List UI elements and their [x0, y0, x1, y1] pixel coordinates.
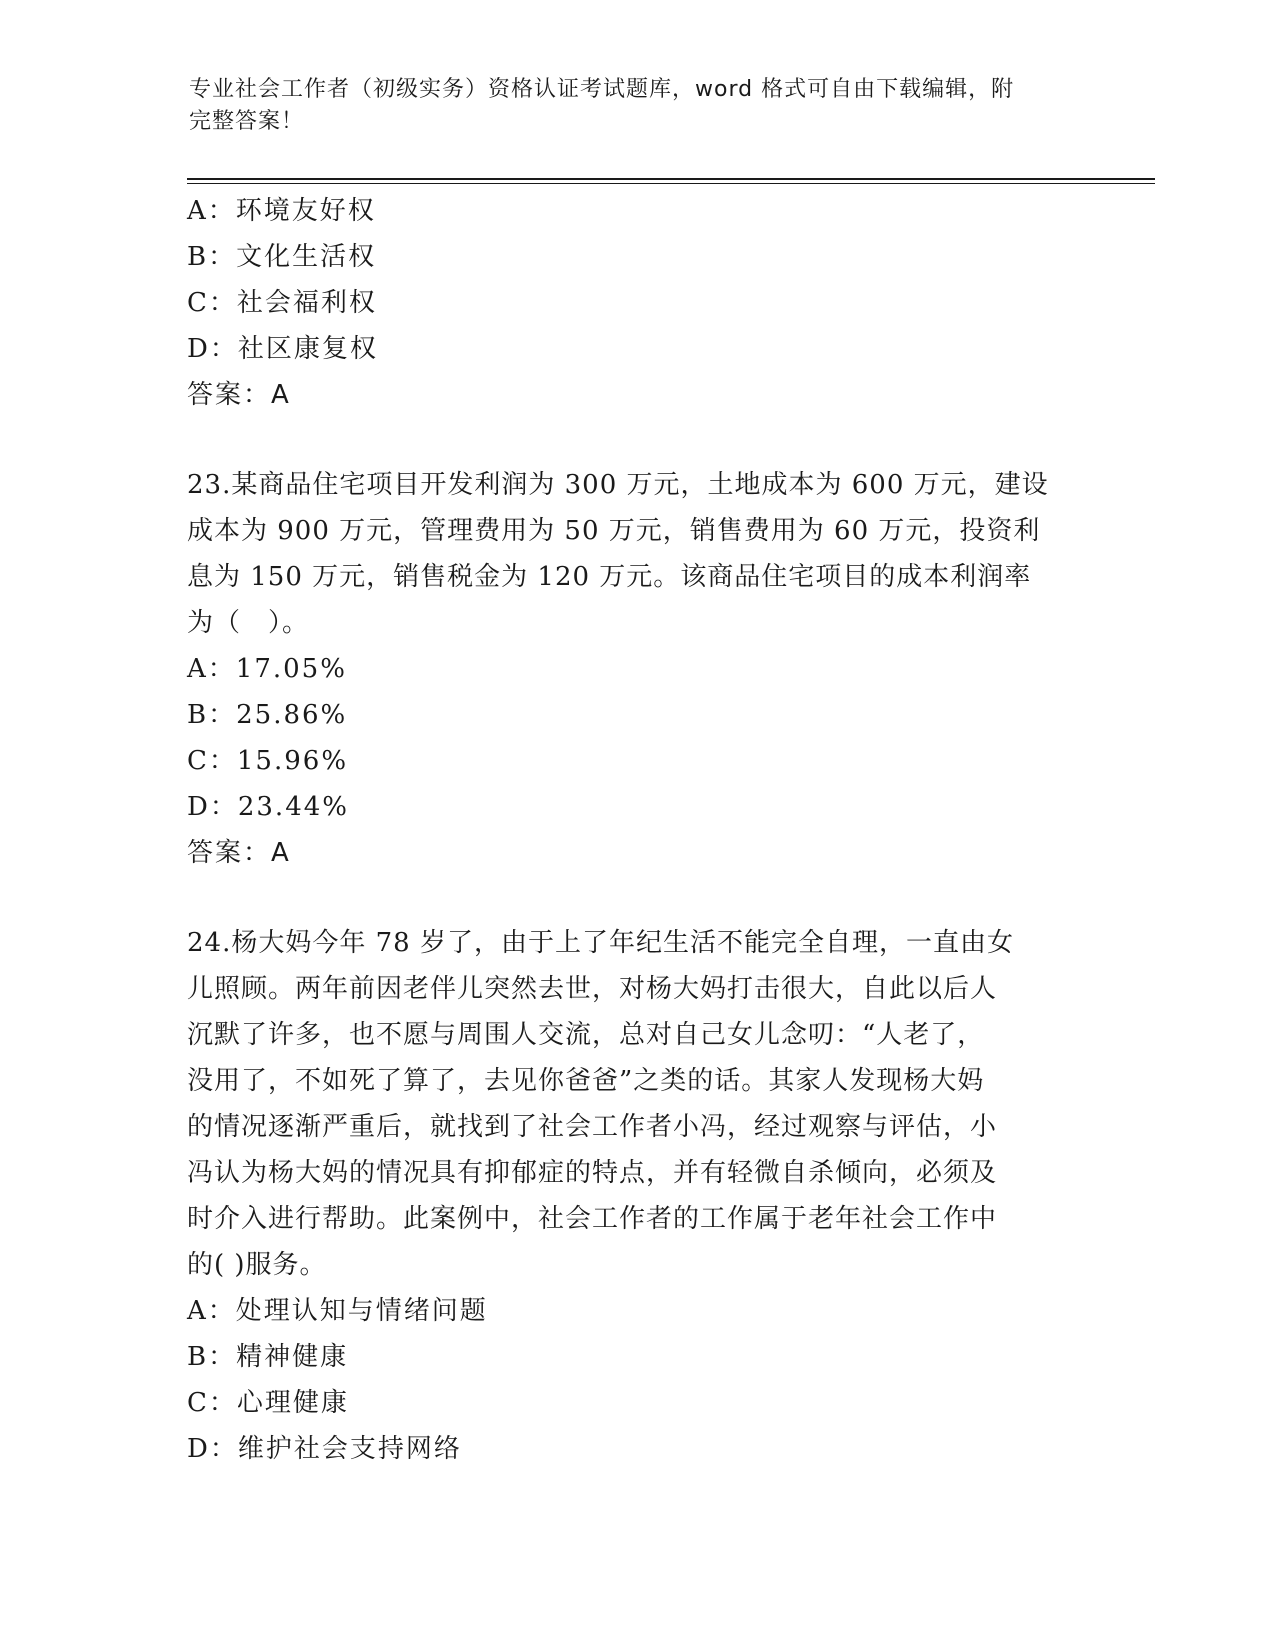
stem-line: 沉默了许多，也不愿与周围人交流，总对自己女儿念叨：“人老了，: [187, 1020, 985, 1050]
option-a: A：处理认知与情绪问题: [187, 1296, 488, 1326]
question-content: [187, 188, 1077, 1472]
question-24-options: [187, 1288, 1077, 1472]
option-c: C：15.96%: [187, 746, 349, 776]
option-b: B：文化生活权: [187, 242, 377, 272]
option-d: D：社区康复权: [187, 334, 378, 364]
stem-line: 儿照顾。两年前因老伴儿突然去世，对杨大妈打击很大，自此以后人: [187, 974, 998, 1004]
option-c: C：社会福利权: [187, 288, 377, 318]
question-23-stem: [187, 462, 1077, 646]
header-divider-thick: [187, 178, 1155, 180]
option-b: B：精神健康: [187, 1342, 349, 1372]
stem-line: 息为 150 万元，销售税金为 120 万元。该商品住宅项目的成本利润率: [187, 562, 1032, 592]
question-24-stem: [187, 920, 1077, 1288]
stem-line: 23.某商品住宅项目开发利润为 300 万元，土地成本为 600 万元，建设: [187, 470, 1049, 500]
spacer: [187, 418, 1077, 462]
page-header: [189, 74, 1069, 138]
spacer: [187, 876, 1077, 920]
header-line-2: 完整答案！: [189, 109, 305, 134]
stem-line: 为（ ）。: [187, 608, 310, 638]
option-d: D：23.44%: [187, 792, 349, 822]
stem-line: 24.杨大妈今年 78 岁了，由于上了年纪生活不能完全自理，一直由女: [187, 928, 1014, 958]
option-c: C：心理健康: [187, 1388, 349, 1418]
question-23-answer: 答案：A: [187, 838, 291, 868]
stem-line: 时介入进行帮助。此案例中，社会工作者的工作属于老年社会工作中: [187, 1204, 998, 1234]
stem-line: 的情况逐渐严重后，就找到了社会工作者小冯，经过观察与评估，小: [187, 1112, 998, 1142]
header-line-1: 专业社会工作者（初级实务）资格认证考试题库，word 格式可自由下载编辑，附: [189, 77, 1015, 102]
option-d: D：维护社会支持网络: [187, 1434, 462, 1464]
option-a: A：17.05%: [187, 654, 347, 684]
option-b: B：25.86%: [187, 700, 348, 730]
option-a: A：环境友好权: [187, 196, 376, 226]
stem-line: 成本为 900 万元，管理费用为 50 万元，销售费用为 60 万元，投资利: [187, 516, 1041, 546]
stem-line: 的( )服务。: [187, 1250, 327, 1280]
header-divider-thin: [187, 183, 1155, 184]
question-22-answer: 答案：A: [187, 380, 291, 410]
question-23-options: [187, 646, 1077, 830]
stem-line: 冯认为杨大妈的情况具有抑郁症的特点，并有轻微自杀倾向，必须及: [187, 1158, 998, 1188]
question-22-options: [187, 188, 1077, 372]
stem-line: 没用了，不如死了算了，去见你爸爸”之类的话。其家人发现杨大妈: [187, 1066, 985, 1096]
